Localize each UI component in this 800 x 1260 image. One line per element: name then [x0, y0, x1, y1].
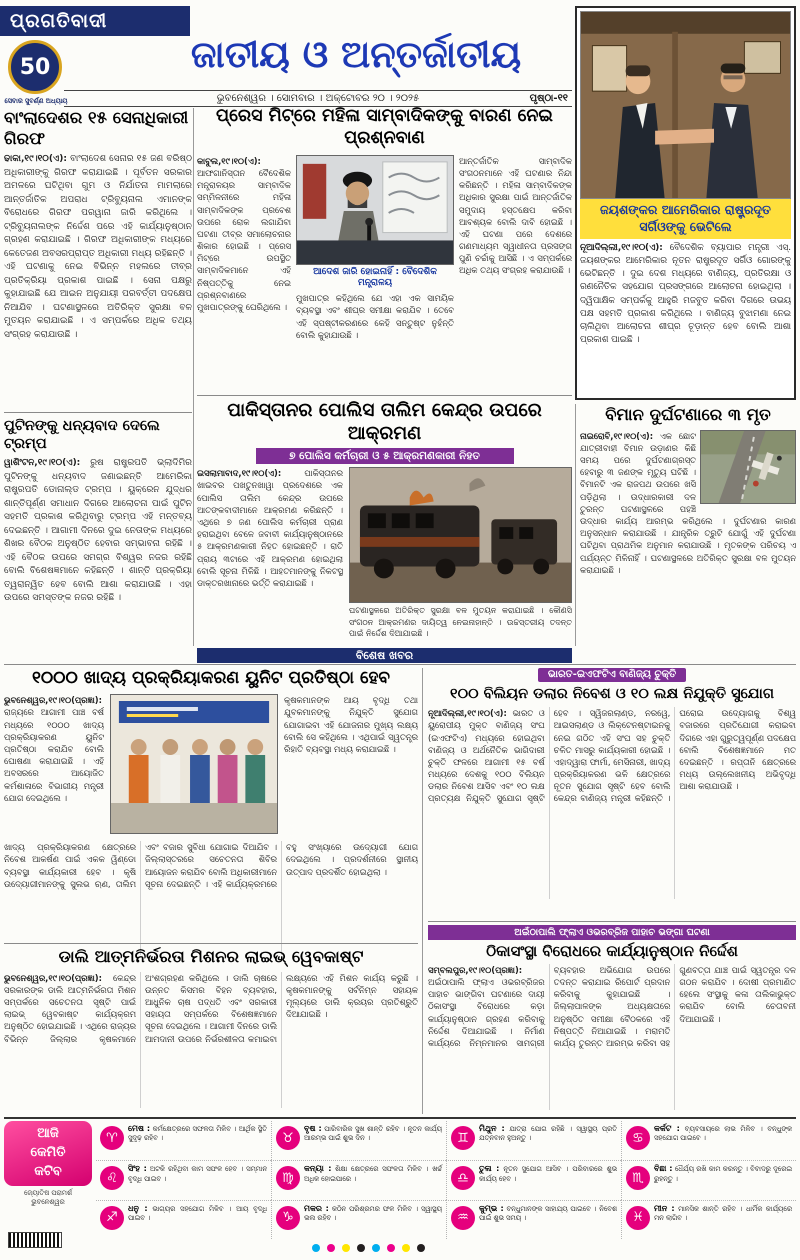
- food-col-1: ଭୁବନେଶ୍ୱର,୧୯।୧୦(ପ୍ରଜ୍ଞା): ରାଜ୍ୟରେ ଆଗାମୀ ପାଞ୍ଚ ବର୍ଷ ମଧ୍ୟରେ ୧୦୦୦ ଖାଦ୍ୟ ପ୍ରକ୍ରିୟାକରଣ ୟୁନିଟ ପ୍ରତିଷ୍ଠା କରାଯିବ ବୋଲି ଘୋଷଣା କରାଯାଇଛି । ଏହି ଅବସରରେ ଆୟୋଜିତ କର୍ମଶାଳାରେ ବିଭାଗୀୟ ମନ୍ତ୍ରୀ ଯୋଗ ଦେଇଥିଲେ ।: [4, 695, 104, 803]
- yellow-registration-dot: [402, 1244, 410, 1252]
- horoscope-title-box: ଆଜି କେମିତି କଟିବ: [4, 1121, 92, 1186]
- burnt-vehicles-photo: [349, 467, 572, 603]
- edition-dateline-row: [64, 90, 572, 107]
- article-pakistan-attack: [197, 399, 572, 663]
- aries-icon: ♈: [100, 1126, 124, 1150]
- jaishankar-caption: ଜୟଶଙ୍କର ଆମେରିକାର ରାଷ୍ଟ୍ରଦୂତ ସର୍ଗିଓଙ୍କୁ ଭେଟିଲେ: [580, 199, 791, 239]
- divider: [4, 943, 418, 944]
- article-plane-crash: [580, 405, 796, 642]
- gemini-icon: ♊: [451, 1126, 475, 1150]
- divider: [4, 1117, 796, 1119]
- magenta-registration-dot: [327, 1244, 335, 1252]
- libra-icon: ♎: [451, 1166, 475, 1190]
- article-trump: [4, 417, 192, 661]
- pakistan-photo-col: [349, 467, 572, 663]
- yellow-registration-dot: [342, 1244, 350, 1252]
- pakistan-photo-note: ଘଟଣାସ୍ଥଳରେ ଅତିରିକ୍ତ ସୁରକ୍ଷା ବଳ ମୁତୟନ କରାଯାଇଛି । କୌଣସି ସଂଗଠନ ଆକ୍ରମଣର ଦାୟିତ୍ୱ ନେଇନାହାନ୍ତି । ଉଚ୍ଚସ୍ତରୀୟ ତଦନ୍ତ ପାଇଁ ନିର୍ଦ୍ଦେଶ ଦିଆଯାଇଛି ।: [349, 606, 572, 639]
- cyan-registration-dot: [312, 1244, 320, 1252]
- efta-body: ନୂଆଦିଲ୍ଲୀ,୧୯।୧୦(ଏ): ଭାରତ ଓ ୟୁରୋପୀୟ ମୁକ୍ତ ବାଣିଜ୍ୟ ସଂଘ (ଇଏଫଟିଏ) ମଧ୍ୟରେ ହୋଇଥିବା ବାଣିଜ୍ୟ ଓ ଅର୍ଥନୈତିକ ଭାଗିଦାରୀ ଚୁକ୍ତି ଫଳରେ ଆଗାମୀ ୧୫ ବର୍ଷ ମଧ୍ୟରେ ଦେଶକୁ ୧୦୦ ବିଲିୟନ ଡଲାର ନିବେଶ ଆସିବ ଏବଂ ୧୦ ଲକ୍ଷ ପ୍ରତ୍ୟକ୍ଷ ନିଯୁକ୍ତି ସୁଯୋଗ ସୃଷ୍ଟି ହେବ । ସ୍ୱିଜରଲାଣ୍ଡ, ନରୱେ, ଆଇସଲାଣ୍ଡ ଓ ଲିକ୍ଟେନଷ୍ଟାଇନକୁ ନେଇ ଗଠିତ ଏହି ସଂଘ ସହ ଚୁକ୍ତି ଚଳିତ ମାସରୁ କାର୍ଯ୍ୟକାରୀ ହୋଇଛି । ଏହାଦ୍ୱାରା ଫାର୍ମା, ମେସିନାରୀ, ଖାଦ୍ୟ ପ୍ରକ୍ରିୟାକରଣ ଭଳି କ୍ଷେତ୍ରରେ ନୂତନ ସୁଯୋଗ ସୃଷ୍ଟି ହେବ ବୋଲି କେନ୍ଦ୍ର ବାଣିଜ୍ୟ ମନ୍ତ୍ରୀ କହିଛନ୍ତି । ଘରୋଇ ଉଦ୍ୟୋଗକୁ ବିଶ୍ୱ ବଜାରରେ ପ୍ରତିଯୋଗୀ କରାଇବା ଦିଗରେ ଏହା ଗୁରୁତ୍ୱପୂର୍ଣ୍ଣ ପଦକ୍ଷେପ ବୋଲି ବିଶେଷଜ୍ଞମାନେ ମତ ଦେଇଛନ୍ତି । ରପ୍ତାନି କ୍ଷେତ୍ରରେ ମଧ୍ୟ ଉଲ୍ଲେଖନୀୟ ଅଭିବୃଦ୍ଧି ଆଶା କରାଯାଉଛି ।: [428, 708, 796, 804]
- press-conference-photo: [296, 155, 454, 265]
- zodiac-entry: ♐ ଧନୁ : ଭାଗ୍ୟର ସହଯୋଗ ମିଳିବ । ଆୟ ବୃଦ୍ଧି ପାଇବ ।: [96, 1200, 271, 1239]
- registration-marks: [312, 1244, 425, 1252]
- horoscope-section: [4, 1121, 796, 1239]
- dateline: ୱାଶିଂଟନ,୧୯।୧୦(ଏ):: [4, 458, 81, 469]
- article-jaishankar-box: [575, 6, 796, 400]
- leo-icon: ♌: [100, 1166, 124, 1190]
- horoscope-grid: [96, 1121, 796, 1239]
- magenta-registration-dot: [387, 1244, 395, 1252]
- press-col-2: ମୁଖପାତ୍ର କହିଥିଲେ ଯେ ଏହା ଏକ ସାମୟିକ ବ୍ୟବସ୍ଥା ଏବଂ ଶୀଘ୍ର ସମୀକ୍ଷା କରାଯିବ । ତେବେ ଏହି ସ୍ପଷ୍ଟୀକରଣରେ କେହି ସନ୍ତୁଷ୍ଟ ନୁହଁନ୍ତି ବୋଲି କୁହାଯାଉଛି ।: [296, 293, 454, 340]
- zodiac-entry: ♈ ମେଷ : କର୍ମକ୍ଷେତ୍ରରେ ସଫଳତା ମିଳିବ । ଆର୍ଥିକ ସ୍ଥିତି ସୁଦୃଢ଼ ରହିବ ।: [96, 1121, 271, 1160]
- capricorn-icon: ♑: [276, 1206, 300, 1230]
- article-food-headline: ୧୦୦୦ ଖାଦ୍ୟ ପ୍ରକ୍ରିୟାକରଣ ୟୁନିଟ ପ୍ରତିଷ୍ଠା ହେବ: [32, 668, 390, 688]
- taurus-icon: ♉: [276, 1126, 300, 1150]
- article-press-meet-headline: ପ୍ରେସ ମିଟ୍‌ରେ ମହିଳା ସାମ୍ବାଦିକଙ୍କୁ ବାରଣ ନେଇ ପ୍ରଶ୍ନବାଣ: [215, 106, 553, 148]
- food-content-top: [4, 694, 418, 836]
- column-rule: [193, 108, 194, 646]
- contractor-body: ସମ୍ବଲପୁର,୧୯।୧୦(ପ୍ରଜ୍ଞା): ଅଇଁଠାପାଲି ଫ୍ଲାଏ ଓଭରବ୍ରିଜର ପାହାଚ ଭାଙ୍ଗିବା ଘଟଣାରେ ଦାୟୀ ଠିକାସଂସ୍ଥା ବିରୋଧରେ କଡ଼ା କାର୍ଯ୍ୟାନୁଷ୍ଠାନ ଗ୍ରହଣ କରିବାକୁ ନିର୍ଦ୍ଦେଶ ଦିଆଯାଇଛି । ନିର୍ମାଣ କାର୍ଯ୍ୟରେ ନିମ୍ନମାନର ସାମଗ୍ରୀ ବ୍ୟବହାର ଅଭିଯୋଗ ଉପରେ ତଦନ୍ତ କରାଯାଇ ରିପୋର୍ଟ ପ୍ରଦାନ କରିବାକୁ କୁହାଯାଇଛି । ଜିଲ୍ଲାପାଳଙ୍କ ଅଧ୍ୟକ୍ଷତାରେ ଅନୁଷ୍ଠିତ ସମୀକ୍ଷା ବୈଠକରେ ଏହି ନିଷ୍ପତ୍ତି ନିଆଯାଇଛି । ମରାମତି କାର୍ଯ୍ୟ ତୁରନ୍ତ ଆରମ୍ଭ କରିବା ସହ ଗୁଣବତ୍ତା ଯାଞ୍ଚ ପାଇଁ ସ୍ୱତନ୍ତ୍ର ଦଳ ଗଠନ କରାଯିବ । ଦୋଷୀ ପ୍ରମାଣିତ ହେଲେ ସଂସ୍ଥାକୁ କଳା ତାଲିକାଭୁକ୍ତ କରାଯିବ ବୋଲି ଚେତାବନୀ ଦିଆଯାଇଛି ।: [428, 964, 796, 1048]
- dali-body: ଭୁବନେଶ୍ୱର,୧୯।୧୦(ପ୍ରଜ୍ଞା): କେନ୍ଦ୍ର ସରକାରଙ୍କ ଡାଲି ଆତ୍ମନିର୍ଭରତା ମିଶନ ସମ୍ପର୍କରେ ସଚେତନତା ସୃଷ୍ଟି ପାଇଁ ଲାଇଭ୍ ୱେବକାଷ୍ଟ କାର୍ଯ୍ୟକ୍ରମ ଅନୁଷ୍ଠିତ ହୋଇଯାଇଛି । ଏଥିରେ ରାଜ୍ୟର ବିଭିନ୍ନ ଜିଲ୍ଲାର କୃଷକମାନେ ଅଂଶଗ୍ରହଣ କରିଥିଲେ । ଡାଲି ଚାଷରେ ଉନ୍ନତ କିସମର ବିହନ ବ୍ୟବହାର, ଆଧୁନିକ ଚାଷ ପଦ୍ଧତି ଏବଂ ସରକାରୀ ସହାୟତା ସମ୍ପର୍କରେ ବିଶେଷଜ୍ଞମାନେ ସୂଚନା ଦେଇଥିଲେ । ଆଗାମୀ ଦିନରେ ଡାଲି ଆମଦାନୀ ଉପରେ ନିର୍ଭରଶୀଳତା କମାଇବା ଲକ୍ଷ୍ୟରେ ଏହି ମିଶନ କାର୍ଯ୍ୟ କରୁଛି । କୃଷକମାନଙ୍କୁ ସର୍ବନିମ୍ନ ସହାୟକ ମୂଲ୍ୟରେ ଡାଲି କ୍ରୟର ପ୍ରତିଶ୍ରୁତି ଦିଆଯାଇଛି ।: [4, 972, 418, 1044]
- horoscope-note: ଜ୍ୟୋତିଷ ପରାମର୍ଶ ଭୁବନେଶ୍ୱର: [24, 1188, 72, 1207]
- article-dali-headline: ଡାଲି ଆତ୍ମନିର୍ଭରତା ମିଶନର ଲାଇଭ୍ ୱେବକାଷ୍ଟ: [58, 947, 364, 966]
- cancer-icon: ♋: [626, 1126, 650, 1150]
- zodiac-entry: ♋ କର୍କଟ : ବ୍ୟବସାୟରେ ଲାଭ ମିଳିବ । ବନ୍ଧୁଙ୍କ ସହଯୋଗ ପାଇବେ ।: [621, 1121, 796, 1160]
- zodiac-entry: ♊ ମିଥୁନ : ଯାତ୍ରା ଯୋଗ ରହିଛି । ସ୍ୱାସ୍ଥ୍ୟ ପ୍ରତି ଯତ୍ନବାନ ହୁଅନ୍ତୁ ।: [446, 1121, 621, 1160]
- zodiac-entry: ♌ ସିଂହ : ଅଟକି ରହିଥିବା କାମ ସଫଳ ହେବ । ସମ୍ମାନ ବୃଦ୍ଧି ପାଇବ ।: [96, 1160, 271, 1199]
- press-photo-caption: ଆଦେଶ ଜାରି ହୋଇନାହିଁ : ବୈଦେଶିକ ମନ୍ତ୍ରାଳୟ: [313, 266, 437, 289]
- dateline: ଢାକା,୧୯।୧୦(ଏ):: [4, 154, 67, 165]
- print-barcode: [8, 1232, 62, 1248]
- sagittarius-icon: ♐: [100, 1206, 124, 1230]
- food-bottom-text: ଖାଦ୍ୟ ପ୍ରକ୍ରିୟାକରଣ କ୍ଷେତ୍ରରେ ନିବେଶ ଆକର୍ଷଣ ପାଇଁ ଏକକ ୱିଣ୍ଡୋ ବ୍ୟବସ୍ଥା କାର୍ଯ୍ୟକାରୀ ହେବ । କୃଷି ଉଦ୍ୟୋଗୀମାନଙ୍କୁ ସୁଲଭ ଋଣ, ତାଲିମ ଏବଂ ବଜାର ସୁବିଧା ଯୋଗାଇ ଦିଆଯିବ । ଜିଲ୍ଲାସ୍ତରରେ ସଚେତନତା ଶିବିର ଆୟୋଜନ କରାଯିବ ବୋଲି ଅଧିକାରୀମାନେ ସୂଚନା ଦେଇଛନ୍ତି । ଏହି କାର୍ଯ୍ୟକ୍ରମରେ ବହୁ ସଂଖ୍ୟାରେ ଉଦ୍ୟୋଗୀ ଯୋଗ ଦେଇଥିଲେ । ପ୍ରଦର୍ଶନୀରେ ସ୍ଥାନୀୟ ଉତ୍ପାଦ ପ୍ରଦର୍ଶିତ ହୋଇଥିଲା ।: [4, 842, 418, 889]
- pakistan-content: [197, 467, 572, 663]
- zodiac-entry: ♍ କନ୍ୟା : ଶିକ୍ଷା କ୍ଷେତ୍ରରେ ସଫଳତା ମିଳିବ । ଖର୍ଚ୍ଚ ଅଧିକ ହୋଇପାରେ ।: [271, 1160, 446, 1199]
- article-contractor-action: [428, 925, 796, 1110]
- zodiac-entry: ♒ କୁମ୍ଭ : ବନ୍ଧୁମାନଙ୍କ ସାହାଯ୍ୟ ପାଇବେ । ନିବେଶ ପାଇଁ ଶୁଭ ସମୟ ।: [446, 1200, 621, 1239]
- article-efta-headline: ୧୦୦ ବିଲିୟନ ଡଲାର ନିବେଶ ଓ ୧୦ ଲକ୍ଷ ନିଯୁକ୍ତି ସୁଯୋଗ: [450, 686, 774, 702]
- plane-body: ନାଇରୋବି,୧୯।୧୦(ଏ): ଏକ ଛୋଟ ଯାତ୍ରୀବାହୀ ବିମାନ ଉଡ଼ାଣର କିଛି ସମୟ ପରେ ଦୁର୍ଘଟଣାଗ୍ରସ୍ତ ହେବାରୁ ୩ ଜଣଙ୍କ ମୃତ୍ୟୁ ଘଟିଛି । ବିମାନଟି ଏକ ରାଜପଥ ଉପରେ ଖସି ପଡ଼ିଥିଲା । ଉଦ୍ଧାରକାରୀ ଦଳ ତୁରନ୍ତ ଘଟଣାସ୍ଥଳରେ ପହଞ୍ଚି ଉଦ୍ଧାର କାର୍ଯ୍ୟ ଆରମ୍ଭ କରିଥିଲେ । ଦୁର୍ଘଟଣାର କାରଣ ଅନୁସନ୍ଧାନ କରାଯାଉଛି । ଯାନ୍ତ୍ରିକ ତ୍ରୁଟି ଯୋଗୁଁ ଏହି ଦୁର୍ଘଟଣା ଘଟିଥିବା ପ୍ରାଥମିକ ଅନୁମାନ କରାଯାଉଛି । ମୃତକଙ୍କ ପରିଚୟ ଏ ପର୍ଯ୍ୟନ୍ତ ମିଳିନାହିଁ । ଘଟଣାସ୍ଥଳରେ ଅତିରିକ୍ତ ସୁରକ୍ଷା ବଳ ମୁତୟନ କରାଯାଇଛି ।: [580, 430, 796, 575]
- anniversary-number: 50: [19, 54, 51, 80]
- expo-photo: [110, 694, 278, 834]
- pisces-icon: ♓: [626, 1206, 650, 1230]
- horoscope-title-col: [4, 1121, 92, 1239]
- press-col-1: କାବୁଲ,୧୯।୧୦(ଏ): ଆଫଗାନିସ୍ତାନ ବୈଦେଶିକ ମନ୍ତ୍ରାଳୟର ସାମ୍ବାଦିକ ସମ୍ମିଳନୀରେ ମହିଳା ସାମ୍ବାଦିକଙ୍କ ପ୍ରବେଶ ଉପରେ ରୋକ ଲଗାଯିବା ଘଟଣା ତୀବ୍ର ସମାଲୋଚନାର ଶିକାର ହୋଇଛି । ପ୍ରେସ ମିଟ୍‌ରେ ଉପସ୍ଥିତ ସାମ୍ବାଦିକମାନେ ଏହି ନିଷ୍ପତ୍ତିକୁ ନେଇ ପ୍ରଶ୍ନବାଣରେ ମୁଖପାତ୍ରଙ୍କୁ ଘେରିଥିଲେ ।: [197, 155, 291, 312]
- pakistan-subheadline-band: ୭ ପୋଲିସ କର୍ମଚାରୀ ଓ ୫ ଆକ୍ରମଣକାରୀ ନିହତ: [256, 448, 514, 464]
- article-bangladesh-headline: ବାଂଲାଦେଶର ୧୫ ସେନାଧିକାରୀ ଗିରଫ: [4, 108, 189, 148]
- article-press-meet: [197, 106, 572, 413]
- column-rule: [422, 668, 423, 1114]
- article-press-meet-content: [197, 155, 572, 413]
- contractor-kicker-band: ଅଇଁଠାପାଲି ଫ୍ଲାଏ ଓଭରବ୍ରିଜ ପାହାଚ ଭଙ୍ଗା ଘଟଣା: [428, 925, 796, 940]
- zodiac-entry: ♎ ତୁଳା : ନୂତନ ସୁଯୋଗ ଆସିବ । ପରିବାରରେ ଶୁଭ କାର୍ଯ୍ୟ ହେବ ।: [446, 1160, 621, 1199]
- zodiac-entry: ♉ ବୃଷ : ପାରିବାରିକ ସୁଖ ଶାନ୍ତି ରହିବ । ନୂତନ କାର୍ଯ୍ୟ ଆରମ୍ଭ ପାଇଁ ଶୁଭ ଦିନ ।: [271, 1121, 446, 1160]
- page-number: ପୃଷ୍ଠା-୧୧: [529, 93, 568, 104]
- article-contractor-headline: ଠିକାସଂସ୍ଥା ବିରୋଧରେ କାର୍ଯ୍ୟାନୁଷ୍ଠାନ ନିର୍ଦ୍ଦେଶ: [486, 942, 738, 960]
- efta-kicker-band: ଭାରତ-ଇଏଫଟିଏ ବାଣିଜ୍ୟ ଚୁକ୍ତି: [538, 668, 686, 682]
- article-food-units: [4, 668, 418, 955]
- jaishankar-body: ନୂଆଦିଲ୍ଲୀ,୧୯।୧୦(ଏ): ବୈଦେଶିକ ବ୍ୟାପାର ମନ୍ତ୍ରୀ ଏସ୍. ଜୟଶଙ୍କର ଆମେରିକାର ନୂତନ ରାଷ୍ଟ୍ରଦୂତ ସର୍ଗିଓ ଗୋରଙ୍କୁ ଭେଟିଛନ୍ତି । ଦୁଇ ଦେଶ ମଧ୍ୟରେ ବାଣିଜ୍ୟ, ପ୍ରତିରକ୍ଷା ଓ ରଣନୈତିକ ସହଯୋଗ ପ୍ରସଙ୍ଗରେ ଆଲୋଚନା ହୋଇଥିଲା । ଦ୍ୱିପାକ୍ଷିକ ସମ୍ପର୍କକୁ ଆହୁରି ମଜବୁତ କରିବା ଦିଗରେ ଉଭୟ ପକ୍ଷ ସହମତି ପ୍ରକାଶ କରିଥିଲେ । ବାଣିଜ୍ୟ ବୁଝାମଣା ନେଇ ଚାଲିଥିବା ଆଲୋଚନା ଶୀଘ୍ର ଚୂଡ଼ାନ୍ତ ହେବ ବୋଲି ଆଶା ପ୍ରକାଶ ପାଇଛି ।: [580, 242, 791, 346]
- anniversary-badge: [8, 40, 62, 94]
- column-rule: [575, 404, 576, 646]
- divider: [4, 412, 192, 413]
- scorpio-icon: ♏: [626, 1166, 650, 1190]
- article-plane-headline: ବିମାନ ଦୁର୍ଘଟଣାରେ ୩ ମୃତ: [605, 405, 771, 424]
- black-registration-dot: [417, 1244, 425, 1252]
- article-bangladesh-body: ଢାକା,୧୯।୧୦(ଏ): ବାଂଲାଦେଶ ସେନାର ୧୫ ଜଣ ବରିଷ୍ଠ ଅଧିକାରୀଙ୍କୁ ଗିରଫ କରାଯାଇଛି । ପୂର୍ବତନ ସରକାର ଅମଳରେ ଘଟିଥିବା ଗୁମ ଓ ନିର୍ଯାତନା ମାମଲାରେ ଆନ୍ତର୍ଜାତିକ ଅପରାଧ ଟ୍ରିବ୍ୟୁନାଲ ଏମାନଙ୍କ ବିରୋଧରେ ଗିରଫ ପରୱାନା ଜାରି କରିଥିଲେ । ଟ୍ରିବ୍ୟୁନାଲଙ୍କ ନିର୍ଦ୍ଦେଶ ପରେ ଏହି କାର୍ଯ୍ୟାନୁଷ୍ଠାନ ଗ୍ରହଣ କରାଯାଇଛି । ଗିରଫ ଅଧିକାରୀଙ୍କ ମଧ୍ୟରେ କେତେଜଣ ଅବସରପ୍ରାପ୍ତ ଅଧିକାରୀ ମଧ୍ୟ ରହିଛନ୍ତି । ଏହି ଘଟଣାକୁ ନେଇ ବିଭିନ୍ନ ମହଲରେ ତୀବ୍ର ପ୍ରତିକ୍ରିୟା ପ୍ରକାଶ ପାଇଛି । ସେନା ପକ୍ଷରୁ କୁହାଯାଇଛି ଯେ ଆଇନ ଅନୁଯାୟୀ ପରବର୍ତ୍ତୀ ପଦକ୍ଷେପ ନିଆଯିବ । ଘଟଣାସ୍ଥଳରେ ଅତିରିକ୍ତ ସୁରକ୍ଷା ବଳ ମୁତୟନ କରାଯାଇଛି । ଏ ସମ୍ପର୍କରେ ଅଧିକ ତଥ୍ୟ ସଂଗ୍ରହ କରାଯାଉଛି ।: [4, 154, 192, 340]
- zodiac-entry: ♑ ମକର : କଠିନ ପରିଶ୍ରମର ଫଳ ମିଳିବ । ସ୍ୱାସ୍ଥ୍ୟ ଭଲ ରହିବ ।: [271, 1200, 446, 1239]
- handshake-photo: [580, 11, 791, 199]
- divider: [428, 921, 796, 922]
- article-dali-mission: [4, 947, 418, 1108]
- divider: [197, 395, 572, 396]
- press-col-3: ଆନ୍ତର୍ଜାତିକ ସାମ୍ବାଦିକ ସଂଗଠନମାନେ ଏହି ଘଟଣାର ନିନ୍ଦା କରିଛନ୍ତି । ମହିଳା ସାମ୍ବାଦିକଙ୍କ ଅଧିକାର ସୁରକ୍ଷା ପାଇଁ ଆନ୍ତର୍ଜାତିକ ସମୁଦାୟ ହସ୍ତକ୍ଷେପ କରିବା ଆବଶ୍ୟକ ବୋଲି ଦାବି ହୋଇଛି । ଏହି ଘଟଣା ପରେ ଦେଶରେ ଗଣମାଧ୍ୟମ ସ୍ୱାଧୀନତା ପ୍ରସଙ୍ଗ ପୁଣି ଚର୍ଚ୍ଚାକୁ ଆସିଛି । ଏ ସମ୍ପର୍କରେ ଅଧିକ ତଥ୍ୟ ସଂଗ୍ରହ କରାଯାଉଛି ।: [459, 155, 572, 276]
- anniversary-caption: ସେବାର ସୁବର୍ଣ୍ଣ ଅଧ୍ୟାୟ: [4, 97, 68, 105]
- divider: [4, 664, 796, 665]
- special-news-band: ବିଶେଷ ଖବର: [197, 648, 572, 663]
- article-trump-body: ୱାଶିଂଟନ,୧୯।୧୦(ଏ): ରୁଷ ରାଷ୍ଟ୍ରପତି ଭ୍ଲାଦିମିର ପୁଟିନଙ୍କୁ ଧନ୍ୟବାଦ ଜଣାଇଛନ୍ତି ଆମେରିକା ରାଷ୍ଟ୍ରପତି ଡୋନାଲ୍ଡ ଟ୍ରମ୍ପ । ୟୁକ୍ରେନ ଯୁଦ୍ଧର ଶାନ୍ତିପୂର୍ଣ୍ଣ ସମାଧାନ ଦିଗରେ ଆଲୋଚନା ପାଇଁ ପୁଟିନ ସହମତି ପ୍ରକାଶ କରିଥିବାରୁ ଟ୍ରମ୍ପ ଏହି ମନ୍ତବ୍ୟ ଦେଇଛନ୍ତି । ଆଗାମୀ ଦିନରେ ଦୁଇ ନେତାଙ୍କ ମଧ୍ୟରେ ଶିଖର ବୈଠକ ଅନୁଷ୍ଠିତ ହେବାର ସମ୍ଭାବନା ରହିଛି । ଏହି ବୈଠକ ଉପରେ ସମଗ୍ର ବିଶ୍ୱର ନଜର ରହିଛି ବୋଲି ବିଶେଷଜ୍ଞମାନେ କହିଛନ୍ତି । ଶାନ୍ତି ପ୍ରକ୍ରିୟା ତ୍ୱରାନ୍ୱିତ ହେବ ବୋଲି ଆଶା କରାଯାଉଛି । ଏହା ଉପରେ ସମସ୍ତଙ୍କ ନଜର ରହିଛି ।: [4, 458, 192, 604]
- newspaper-logo-text: ପ୍ରଗତିବାଦୀ: [10, 10, 108, 32]
- article-trump-headline: ପୁଟିନଙ୍କୁ ଧନ୍ୟବାଦ ଦେଲେ ଟ୍ରମ୍ପ: [4, 418, 160, 453]
- virgo-icon: ♍: [276, 1166, 300, 1190]
- page-title: ଜାତୀୟ ଓ ଅନ୍ତର୍ଜାତୀୟ: [190, 33, 522, 76]
- article-bangladesh: [4, 108, 192, 405]
- zodiac-entry: ♏ ବିଛା : ଧୈର୍ଯ୍ୟ ରଖି କାମ କରନ୍ତୁ । ବିବାଦରୁ ଦୂରେଇ ରୁହନ୍ତୁ ।: [621, 1160, 796, 1199]
- food-col-2: କୃଷକମାନଙ୍କ ଆୟ ବୃଦ୍ଧି ତଥା ଯୁବକମାନଙ୍କୁ ନିଯୁକ୍ତି ସୁଯୋଗ ଯୋଗାଇବା ଏହି ଯୋଜନାର ମୁଖ୍ୟ ଲକ୍ଷ୍ୟ ବୋଲି ସେ କହିଥିଲେ । ଏଥିପାଇଁ ସ୍ୱତନ୍ତ୍ର ରିହାତି ବ୍ୟବସ୍ଥା ମଧ୍ୟ କରାଯାଇଛି ।: [284, 695, 418, 754]
- cyan-registration-dot: [372, 1244, 380, 1252]
- edition-dateline: ଭୁବନେଶ୍ୱର । ସୋମବାର । ଅକ୍ଟୋବର ୨୦ । ୨୦୨୫: [216, 93, 420, 104]
- article-efta: [428, 668, 796, 899]
- pakistan-body: ଇସଲାମାବାଦ,୧୯।୧୦(ଏ): ପାକିସ୍ତାନର ଖାଇବର ପଖତୁନଖାୱା ପ୍ରଦେଶରେ ଏକ ପୋଲିସ ତାଲିମ କେନ୍ଦ୍ର ଉପରେ ଆତଙ୍କବାଦୀମାନେ ଆକ୍ରମଣ କରିଛନ୍ତି । ଏଥିରେ ୭ ଜଣ ପୋଲିସ କର୍ମଚାରୀ ପ୍ରାଣ ହରାଇଥିବା ବେଳେ ଜବାବୀ କାର୍ଯ୍ୟାନୁଷ୍ଠାନରେ ୫ ଆକ୍ରମଣକାରୀ ନିହତ ହୋଇଛନ୍ତି । ରାତି ପ୍ରାୟ ୩ଟାରେ ଏହି ଆକ୍ରମଣ ହୋଇଥିଲା ବୋଲି ସୂଚନା ମିଳିଛି । ଆହତମାନଙ୍କୁ ନିକଟସ୍ଥ ଡାକ୍ତରଖାନାରେ ଭର୍ତ୍ତି କରାଯାଇଛି ।: [197, 468, 343, 588]
- aquarius-icon: ♒: [451, 1206, 475, 1230]
- zodiac-entry: ♓ ମୀନ : ମାନସିକ ଶାନ୍ତି ରହିବ । ଧାର୍ମିକ କାର୍ଯ୍ୟରେ ମନ ଲାଗିବ ।: [621, 1200, 796, 1239]
- black-registration-dot: [357, 1244, 365, 1252]
- article-pakistan-headline: ପାକିସ୍ତାନର ପୋଲିସ ତାଲିମ କେନ୍ଦ୍ର ଉପରେ ଆକ୍ରମଣ: [227, 400, 542, 445]
- press-middle-col: [296, 155, 454, 413]
- crash-aerial-photo: [700, 430, 796, 504]
